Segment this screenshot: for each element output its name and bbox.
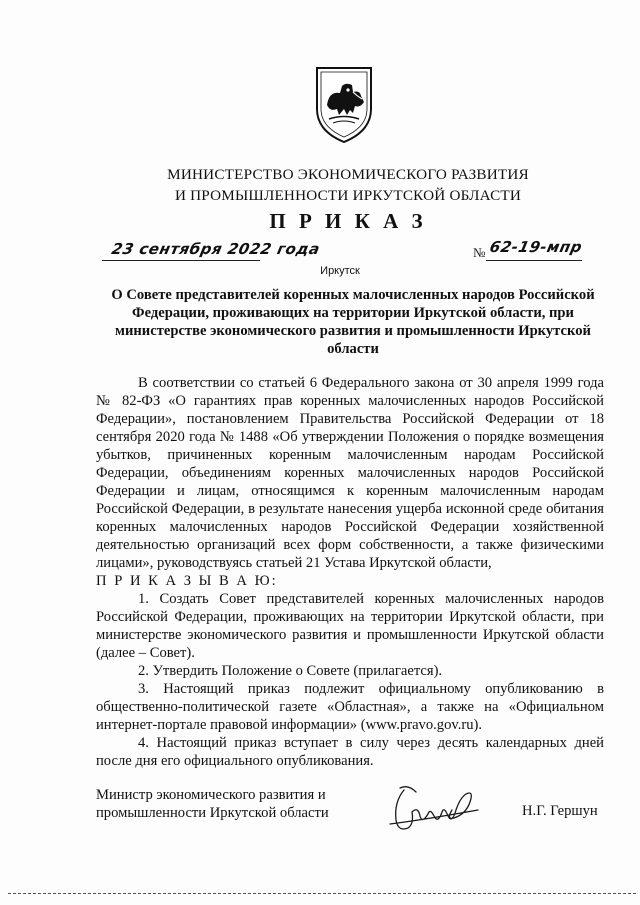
handwritten-signature [382, 780, 494, 838]
signatory-position-line-1: Министр экономического развития и [96, 787, 326, 803]
ministry-name-line-2: И ПРОМЫШЛЕННОСТИ ИРКУТСКОЙ ОБЛАСТИ [174, 187, 522, 204]
city-name: Иркутск [320, 265, 360, 277]
number-underline [486, 260, 582, 261]
order-item-1: 1. Создать Совет представителей коренных малочисленных народов Российской Федерации, проживающих на территории Иркутской области, при министерстве экономического развития и промышленности Иркутской области (далее – Совет). [96, 591, 604, 661]
irkutsk-coat-of-arms-icon [313, 65, 375, 145]
signatory-name: Н.Г. Гершун [522, 803, 598, 819]
order-subject: О Совете представителей коренных малочисленных народов Российской Федерации, проживающих на территории Иркутской области, при министерстве экономического развития и промышленности Иркутской области [111, 287, 595, 357]
directive-heading: П Р И К А З Ы В А Ю: [96, 573, 278, 589]
order-body [96, 374, 604, 770]
preamble-paragraph: В соответствии со статьей 6 Федерального закона от 30 апреля 1999 года № 82-ФЗ «О гарантиях прав коренных малочисленных народов Российской Федерации», постановлением Правительства Российской Федерации от 18 сентября 2020 года № 1488 «Об утверждении Положения о порядке возмещения убытков, причиненных коренным малочисленным народам Российской Федерации, объединениям коренных малочисленных народов Российской Федерации и лицам, относящимся к коренным малочисленным народам Российской Федерации, в результате нанесения ущерба исконной среде обитания коренных малочисленных народов Российской Федерации хозяйственной деятельностью организаций всех форм собственности, а также физическими лицами», руководствуясь статьей 21 Устава Иркутской области, [96, 375, 604, 571]
ministry-name-line-1: МИНИСТЕРСТВО ЭКОНОМИЧЕСКОГО РАЗВИТИЯ [167, 166, 529, 183]
order-number-label: № [473, 245, 486, 260]
order-item-3: 3. Настоящий приказ подлежит официальному опубликованию в общественно-политической газете «Областная», а также на «Официальном интернет-портале правовой информации» (www.pravo.gov.ru). [96, 681, 604, 733]
order-number: 62-19-мпр [488, 238, 584, 256]
page-bottom-edge [8, 893, 636, 894]
order-item-4: 4. Настоящий приказ вступает в силу через десять календарных дней после дня его официального опубликования. [96, 735, 604, 769]
date-underline [102, 260, 260, 261]
document-type-title: П Р И К А З [269, 209, 427, 233]
signatory-position [96, 786, 329, 822]
signatory-position-line-2: промышленности Иркутской области [96, 805, 329, 821]
order-item-2: 2. Утвердить Положение о Совете (прилагается). [138, 663, 443, 679]
order-date: 23 сентября 2022 года [110, 240, 322, 258]
